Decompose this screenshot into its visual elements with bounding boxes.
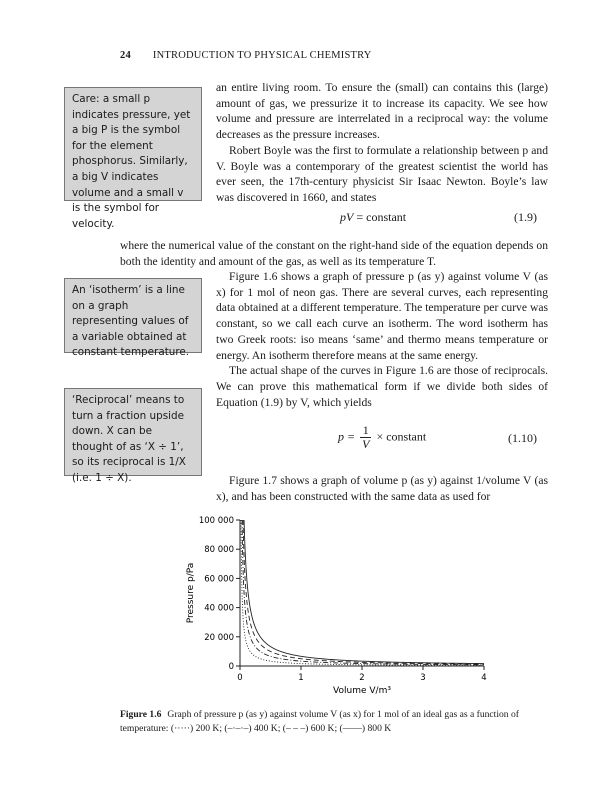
equation-rhs: = constant (356, 210, 407, 224)
isotherm-200k (241, 520, 484, 665)
body-block-1 (216, 80, 548, 206)
figure-label: Figure 1.6 (120, 709, 162, 720)
fraction-denominator: V (362, 437, 370, 451)
isotherm-800k (244, 520, 484, 664)
running-title: INTRODUCTION TO PHYSICAL CHEMISTRY (152, 50, 372, 61)
y-axis-label: Pressure p/Pa (186, 562, 196, 624)
x-axis-label: Volume V/m³ (333, 686, 391, 696)
paragraph: Figure 1.7 shows a graph of volume p (as y) against 1/volume V (as x), and has been constructed with the same data as used for (216, 474, 548, 503)
x-tick-label: 0 (237, 673, 243, 683)
paragraph: where the numerical value of the constant on the right-hand side of the equation depends on both the identity and amount of the gas, as well as its temperature T. (120, 239, 548, 268)
y-tick-label: 0 (228, 662, 234, 672)
figure-caption-text: Graph of pressure p (as y) against volume V (as x) for 1 mol of an ideal gas as a function of temperature: (·····) 200 K; (–·–·–) 400 K; (– – –) 600 K; (——) 800 K (120, 709, 519, 734)
running-header (120, 50, 372, 61)
margin-note-text: An ‘isotherm’ is a line on a graph representing values of a variable obtained at constant temperature. (72, 284, 190, 359)
margin-note-isotherm (64, 278, 202, 359)
fraction (360, 424, 371, 451)
equation-1-9 (340, 210, 406, 225)
equation-number: (1.10) (508, 431, 537, 445)
equation-number: (1.9) (514, 210, 537, 224)
y-tick-label: 20 000 (204, 632, 234, 643)
page-number: 24 (120, 50, 131, 61)
paragraph: The actual shape of the curves in Figure 1.6 are those of reciprocals. We can prove this mathematical form if we divide both sides of Equation (1.9) by V, which yields (216, 364, 548, 409)
y-tick-label: 80 000 (204, 545, 234, 556)
fraction-numerator: 1 (360, 424, 371, 438)
paragraph: Figure 1.6 shows a graph of pressure p (as y) against volume V (as x) for 1 mol of neon gas. There are several curves, each representing data obtained at a different temperature. The temperature per curve was constant, so we call each curve an isotherm. The word isotherm has two Greek roots: iso means ‘same’ and thermo means temperature or energy. An isotherm therefore means at the same energy. (216, 270, 548, 362)
body-block-2 (120, 238, 548, 269)
body-block-3 (216, 269, 548, 410)
body-block-4 (216, 473, 548, 504)
y-tick-label: 40 000 (204, 603, 234, 614)
isotherm-600k (243, 520, 484, 664)
y-tick-label: 100 000 (198, 516, 234, 526)
margin-note-care (64, 87, 202, 230)
isotherm-400k (242, 520, 484, 665)
paragraph: Robert Boyle was the first to formulate a relationship between p and V. Boyle was a contemporary of the greatest scientist the world has ever seen, the 17th-century physicist Sir Isaac Newton. Boyle’s law was discovered in 1660, and states (216, 143, 548, 204)
margin-note-text: ‘Reciprocal’ means to turn a fraction upside down. X can be thought of as ‘X ÷ 1’, so its reciprocal is 1/X (i.e. 1 ÷ X). (72, 394, 186, 484)
margin-note-reciprocal (64, 388, 202, 484)
margin-note-text: Care: a small p indicates pressure, yet a big P is the symbol for the element phosphorus. Similarly, a big V indicates volume and a small v is the symbol for velocity. (72, 93, 191, 230)
paragraph: an entire living room. To ensure the (small) can contains this (large) amount of gas, we pressurize it to increase its capacity. We see how volume and pressure are interrelated in a reciprocal way: the volume decreases as the pressure increases. (216, 81, 548, 142)
equation-lhs: p = (338, 429, 356, 444)
x-tick-label: 3 (420, 673, 426, 683)
x-tick-label: 4 (481, 673, 487, 683)
equation-rhs: × constant (376, 429, 427, 444)
isotherm-chart (178, 510, 508, 702)
figure-caption (120, 708, 548, 736)
x-tick-label: 1 (298, 673, 304, 683)
equation-1-10 (338, 424, 426, 451)
x-tick-label: 2 (359, 673, 365, 683)
y-tick-label: 60 000 (204, 574, 234, 585)
equation-lhs: pV (340, 210, 354, 224)
